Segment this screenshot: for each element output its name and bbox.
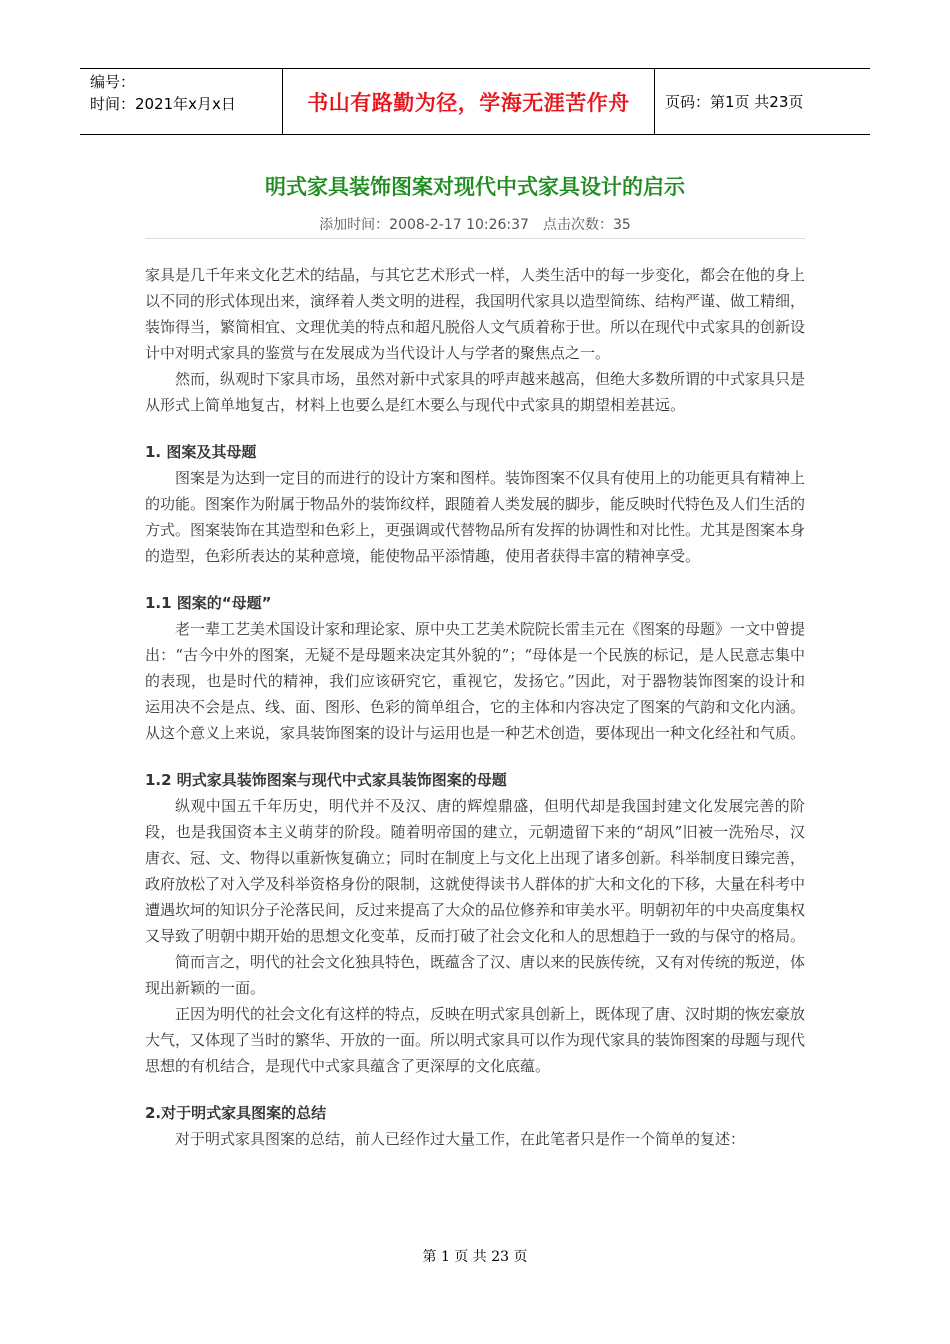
- intro-paragraph-2: 然而，纵观时下家具市场，虽然对新中式家具的呼声越来越高，但绝大多数所谓的中式家具只是从形式上简单地复古，材料上也要么是红木要么与现代中式家具的期望相差甚远。: [145, 370, 806, 414]
- section-2-paragraph-1: 对于明式家具图案的总结，前人已经作过大量工作，在此笔者只是作一个简单的复述：: [175, 1130, 746, 1148]
- header-motto-cell: [283, 69, 655, 134]
- article-meta: [0, 214, 950, 234]
- page-header: [80, 68, 870, 135]
- header-page-info: 页码：第1页 共23页: [665, 93, 804, 111]
- section-heading-2: 2.对于明式家具图案的总结: [145, 1104, 327, 1122]
- article-body: [145, 262, 805, 1152]
- click-count: 点击次数：35: [542, 217, 631, 233]
- document-time-label: 时间：2021年x月x日: [90, 95, 236, 113]
- section-1-2-paragraph-3: 正因为明代的社会文化有这样的特点，反映在明式家具创新上，既体现了唐、汉时期的恢宏豪放大气，又体现了当时的繁华、开放的一面。所以明式家具可以作为现代家具的装饰图案的母题与现代思想的有机结合，是现代中式家具蕴含了更深厚的文化底蕴。: [145, 1005, 806, 1075]
- header-page-cell: [655, 69, 870, 134]
- intro-paragraph-1: 家具是几千年来文化艺术的结晶，与其它艺术形式一样，人类生活中的每一步变化，都会在他的身上以不同的形式体现出来，演绎着人类文明的进程，我国明代家具以造型简练、结构严谨、做工精细，装饰得当，繁简相宜、文理优美的特点和超凡脱俗人文气质着称于世。所以在现代中式家具的创新设计中对明式家具的鉴赏与在发展成为当代设计人与学者的聚焦点之一。: [145, 266, 806, 362]
- section-heading-1-1: 1.1 图案的“母题”: [145, 594, 272, 612]
- section-heading-1-2: 1.2 明式家具装饰图案与现代中式家具装饰图案的母题: [145, 771, 507, 789]
- header-motto: 书山有路勤为径，学海无涯苦作舟: [307, 90, 630, 115]
- title-divider: [145, 238, 805, 239]
- section-1-1-paragraph-1: 老一辈工艺美术国设计家和理论家、原中央工艺美术院院长雷圭元在《图案的母题》一文中曾提出：“古今中外的图案，无疑不是母题来决定其外貌的”；“母体是一个民族的标记，是人民意志集中的表现，也是时代的精神，我们应该研究它，重视它，发扬它。”因此，对于器物装饰图案的设计和运用决不会是点、线、面、图形、色彩的简单组合，它的主体和内容决定了图案的气韵和文化内涵。从这个意义上来说，家具装饰图案的设计与运用也是一种艺术创造，要体现出一种文化经社和气质。: [145, 620, 806, 742]
- added-time: 添加时间：2008-2-17 10:26:37: [319, 217, 529, 233]
- section-heading-1: 1. 图案及其母题: [145, 443, 257, 461]
- article-title: 明式家具装饰图案对现代中式家具设计的启示: [265, 175, 685, 199]
- page-footer: 第 1 页 共 23 页: [422, 1249, 528, 1265]
- header-info-cell: [80, 69, 283, 134]
- section-1-paragraph-1: 图案是为达到一定目的而进行的设计方案和图样。装饰图案不仅具有使用上的功能更具有精神上的功能。图案作为附属于物品外的装饰纹样，跟随着人类发展的脚步，能反映时代特色及人们生活的方式。图案装饰在其造型和色彩上，更强调或代替物品所有发挥的协调性和对比性。尤其是图案本身的造型，色彩所表达的某种意境，能使物品平添情趣，使用者获得丰富的精神享受。: [145, 469, 806, 565]
- document-number-label: 编号：: [90, 73, 136, 91]
- section-1-2-paragraph-1: 纵观中国五千年历史，明代并不及汉、唐的辉煌鼎盛，但明代却是我国封建文化发展完善的阶段，也是我国资本主义萌芽的阶段。随着明帝国的建立，元朝遗留下来的“胡风”旧被一洗殆尽，汉唐衣、冠、文、物得以重新恢复确立；同时在制度上与文化上出现了诸多创新。科举制度日臻完善，政府放松了对入学及科举资格身份的限制，这就使得读书人群体的扩大和文化的下移，大量在科考中遭遇坎坷的知识分子沦落民间，反过来提高了大众的品位修养和审美水平。明朝初年的中央高度集权又导致了明朝中期开始的思想文化变革，反而打破了社会文化和人的思想趋于一致的与保守的格局。: [145, 797, 806, 945]
- section-1-2-paragraph-2: 简而言之，明代的社会文化独具特色，既蕴含了汉、唐以来的民族传统，又有对传统的叛逆，体现出新颖的一面。: [145, 953, 806, 997]
